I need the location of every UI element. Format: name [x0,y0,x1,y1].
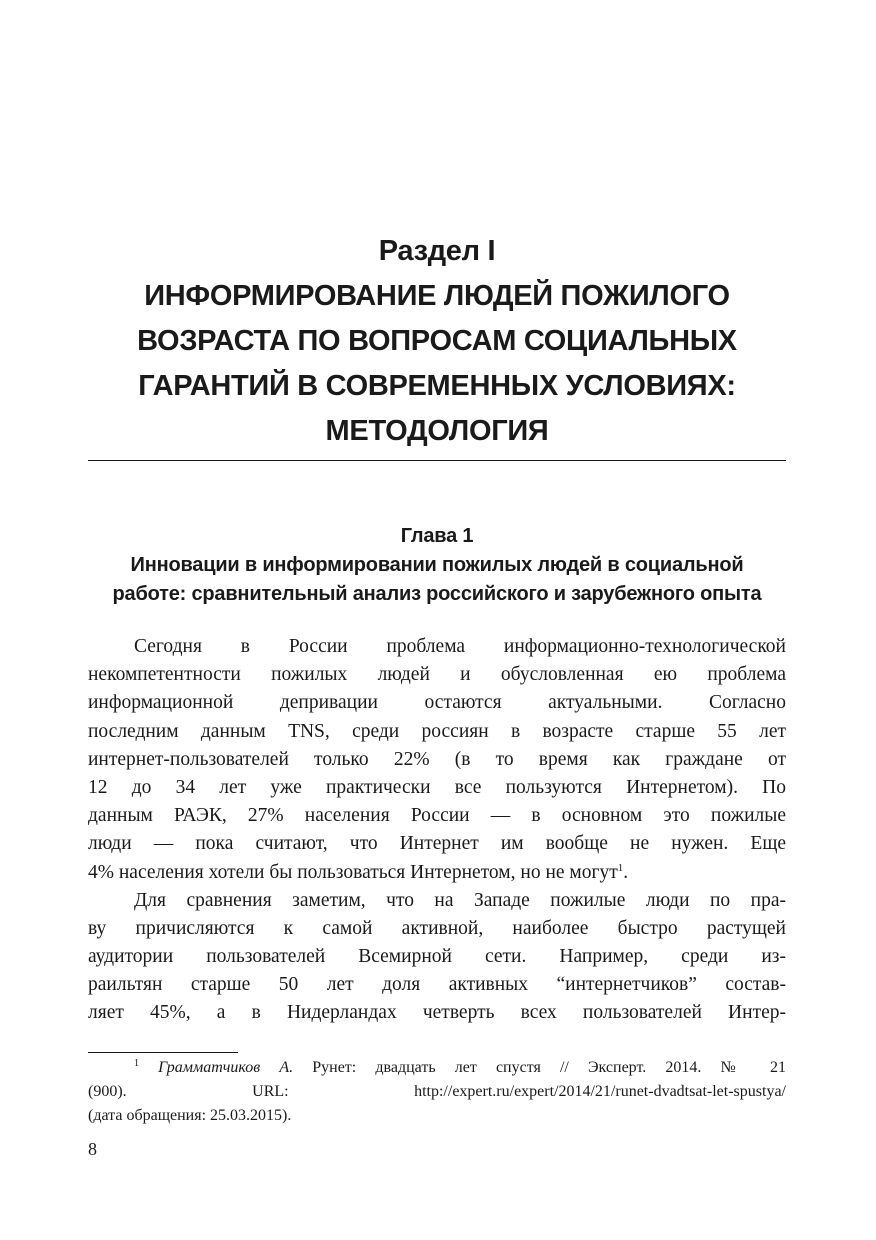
text-line [88,859,786,887]
footnote-line [88,1056,786,1080]
text-line: Сегодня в России проблема информационно-технологической [134,636,786,657]
text-line: Для сравнения заметим, что на Западе пожилые люди по пра- [134,889,786,911]
section-title-line: ГАРАНТИЙ В СОВРЕМЕННЫХ УСЛОВИЯХ: [138,370,736,402]
text-line: интернет-пользователей только 22% (в то время как граждане от [88,748,786,770]
section-title-line: МЕТОДОЛОГИЯ [325,415,549,447]
paragraph-1 [88,633,786,887]
text-line-content: 4% населения хотели бы пользоваться Интернетом, но не могут [88,861,618,883]
footnote-citation: Рунет: двадцать лет спустя // Эксперт. 2014. № 21 [293,1059,787,1076]
text-line: раильтян старше 50 лет доля активных “интернетчиков” состав- [88,974,786,996]
body-text [88,633,786,1028]
footnote-author: Грамматчиков А. [158,1059,294,1076]
footnote-number: 1 [134,1058,139,1069]
chapter-label: Глава 1 [400,525,474,547]
footnote [88,1056,786,1128]
text-line: люди — пока считают, что Интернет им вообще не нужен. Еще [88,833,786,855]
section-divider [88,460,786,461]
paragraph-2 [88,887,786,1028]
text-line: информационной депривации остаются актуальными. Согласно [88,692,786,714]
chapter-heading [88,522,786,609]
section-title-line: ВОЗРАСТА ПО ВОПРОСАМ СОЦИАЛЬНЫХ [137,325,737,357]
page-number: 8 [88,1139,97,1159]
text-line: последним данным TNS, среди россиян в возрасте старше 55 лет [88,720,786,742]
text-line: некомпетентности пожилых людей и обусловленная ею проблема [88,664,786,686]
text-line: аудитории пользователей Всемирной сети. Например, среди из- [88,946,786,968]
chapter-title-line: работе: сравнительный анализ российского и зарубежного опыта [112,583,762,605]
text-line: данным РАЭК, 27% населения России — в основном это пожилые [88,805,786,827]
section-heading [88,229,786,454]
text-line: 12 до 34 лет уже практически все пользуются Интернетом). По [88,776,786,798]
footnote-url-line: (900). URL: http://expert.ru/expert/2014/21/runet-dvadtsat-let-spustya/ [88,1083,786,1100]
footnote-access-date: (дата обращения: 25.03.2015). [88,1107,292,1124]
section-label: Раздел I [378,235,496,267]
chapter-title-line: Инновации в информировании пожилых людей в социальной [130,554,744,576]
text-line: ву причисляются к самой активной, наиболее быстро растущей [88,917,786,939]
footnote-divider [88,1052,238,1053]
sentence-end: . [623,861,629,883]
footnote-reference[interactable]: 1 [617,861,624,874]
text-line: ляет 45%, а в Нидерландах четверть всех пользователей Интер- [88,1002,786,1024]
section-title-line: ИНФОРМИРОВАНИЕ ЛЮДЕЙ ПОЖИЛОГО [144,280,730,312]
